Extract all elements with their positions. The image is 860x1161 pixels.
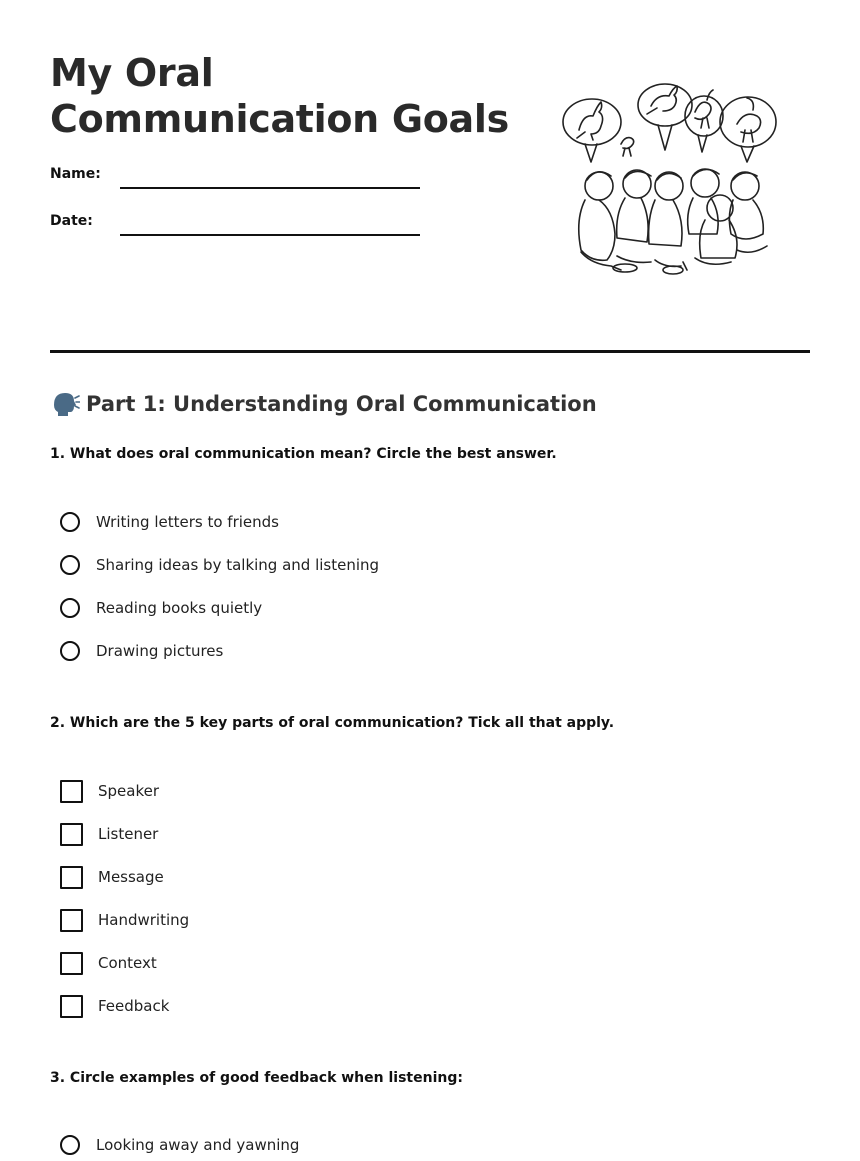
question-1: 1. What does oral communication mean? Circle the best answer. [50,446,557,462]
part1-heading-text: Part 1: Understanding Oral Communication [86,392,597,416]
children-talking-icon [555,80,785,280]
date-label: Date: [50,213,93,229]
option-label: Listener [98,825,159,843]
option-label: Reading books quietly [96,599,263,617]
date-field[interactable] [120,234,420,236]
q1-option-4[interactable] [60,638,223,664]
q2-option-4[interactable] [60,907,189,933]
option-label: Writing letters to friends [96,513,279,531]
option-label: Sharing ideas by talking and listening [96,556,380,574]
q1-option-1[interactable] [60,509,279,535]
name-label: Name: [50,166,101,182]
option-label: Handwriting [98,911,190,929]
question-3: 3. Circle examples of good feedback when listening: [50,1070,463,1086]
option-label: Drawing pictures [96,642,224,660]
q1-option-2[interactable] [60,552,379,578]
section-divider [50,350,810,353]
checkbox[interactable] [60,995,83,1018]
name-field[interactable] [120,187,420,189]
page-title: My Oral Communication Goals [50,51,509,141]
q1-option-3[interactable] [60,595,262,621]
q2-option-6[interactable] [60,993,169,1019]
option-label: Context [98,954,157,972]
checkbox[interactable] [60,823,83,846]
q2-option-3[interactable] [60,864,164,890]
checkbox[interactable] [60,952,83,975]
option-label: Feedback [98,997,170,1015]
radio-circle[interactable] [60,641,80,661]
option-label: Speaker [98,782,160,800]
radio-circle[interactable] [60,555,80,575]
radio-circle[interactable] [60,1135,80,1155]
q2-option-1[interactable] [60,778,159,804]
question-2: 2. Which are the 5 key parts of oral communication? Tick all that apply. [50,715,615,731]
q2-option-2[interactable] [60,821,158,847]
option-label: Looking away and yawning [96,1136,300,1154]
radio-circle[interactable] [60,598,80,618]
checkbox[interactable] [60,866,83,889]
part1-heading [50,388,597,420]
checkbox[interactable] [60,909,83,932]
q3-option-1[interactable] [60,1132,299,1158]
radio-circle[interactable] [60,512,80,532]
checkbox[interactable] [60,780,83,803]
q2-option-5[interactable] [60,950,157,976]
speaking-head-icon [50,391,80,417]
option-label: Message [98,868,164,886]
